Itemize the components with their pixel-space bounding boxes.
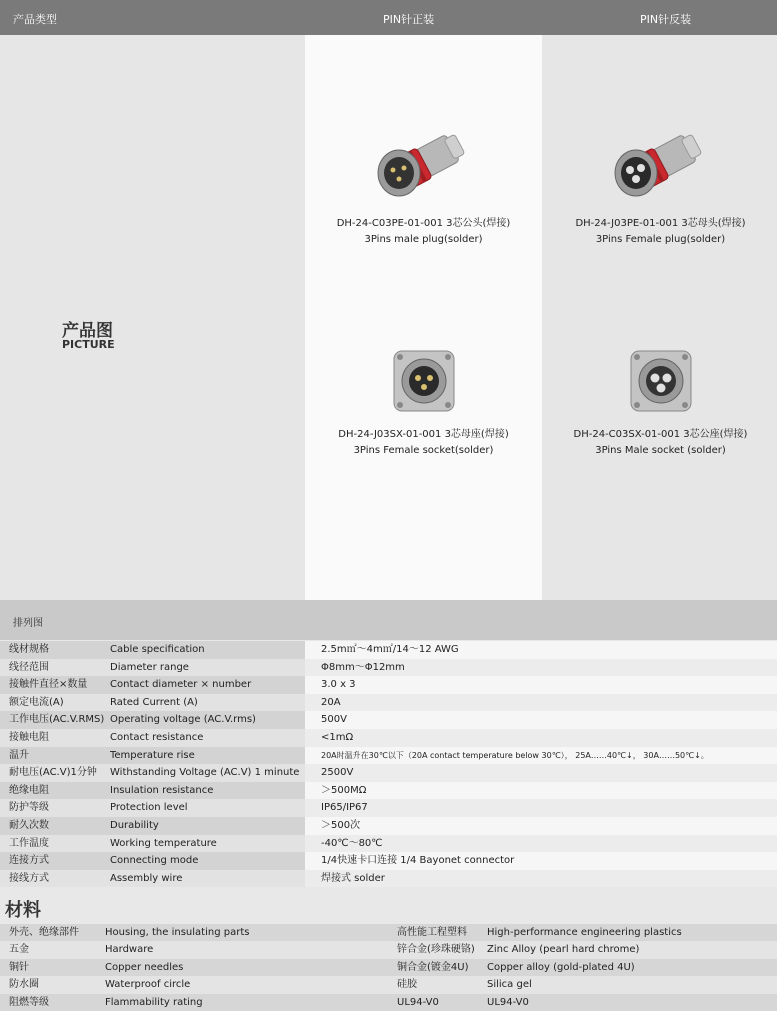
male-plug-image xyxy=(369,118,479,210)
spec-en: Durability xyxy=(105,817,305,835)
spec-cn: 接线方式 xyxy=(0,870,105,888)
material-part-cn: 铜针 xyxy=(9,961,29,973)
material-part-en: Waterproof circle xyxy=(105,979,191,991)
spec-en: Contact diameter × number xyxy=(105,676,305,694)
material-en: Zinc Alloy (pearl hard chrome) xyxy=(487,944,640,956)
spec-en: Working temperature xyxy=(105,835,305,853)
material-part-cn: 阻燃等级 xyxy=(9,996,49,1008)
spec-value: IP65/IP67 xyxy=(305,799,777,817)
product-code: DH-24-J03PE-01-001 3芯母头(焊接) xyxy=(575,218,746,229)
spec-en: Protection level xyxy=(105,799,305,817)
product-desc: 3Pins male plug(solder) xyxy=(364,234,483,245)
table-row xyxy=(0,941,777,958)
spec-value: Φ8mm～Φ12mm xyxy=(305,659,777,677)
spec-cn: 接触件直径×数量 xyxy=(0,676,105,694)
product-desc: 3Pins Female socket(solder) xyxy=(353,445,494,456)
material-part-cn: 五金 xyxy=(9,944,29,956)
arrangement-label: 排列图 xyxy=(13,618,43,629)
spec-en: Temperature rise xyxy=(105,747,305,765)
spec-cn: 接触电阻 xyxy=(0,729,105,747)
spec-cn: 工作温度 xyxy=(0,835,105,853)
material-en: High-performance engineering plastics xyxy=(487,927,682,938)
table-row xyxy=(0,976,777,993)
spec-value: ＞500MΩ xyxy=(305,782,777,800)
table-row xyxy=(0,729,777,747)
table-row xyxy=(0,870,777,888)
spec-cn: 连接方式 xyxy=(0,852,105,870)
table-row xyxy=(0,835,777,853)
spec-cn: 温升 xyxy=(0,747,105,765)
spec-value: 1/4快速卡口连接 1/4 Bayonet connector xyxy=(305,852,777,870)
spec-value: ＞500次 xyxy=(305,817,777,835)
header-pin-reverse: PIN针反装 xyxy=(640,13,692,26)
product-code: DH-24-C03PE-01-001 3芯公头(焊接) xyxy=(336,218,511,229)
material-cn: 铜合金(镀金4U) xyxy=(397,961,469,973)
spec-en: Cable specification xyxy=(105,641,305,659)
product-male-socket xyxy=(542,343,777,459)
material-cn: 高性能工程塑料 xyxy=(397,927,467,938)
spec-en: Contact resistance xyxy=(105,729,305,747)
product-male-plug xyxy=(305,118,542,248)
spec-en: Diameter range xyxy=(105,659,305,677)
product-female-plug xyxy=(542,118,777,248)
product-desc: 3Pins Female plug(solder) xyxy=(595,234,726,245)
material-part-en: Copper needles xyxy=(105,961,184,973)
table-row xyxy=(0,711,777,729)
table-row xyxy=(0,817,777,835)
material-cn: UL94-V0 xyxy=(397,996,439,1008)
spec-cn: 绝缘电阻 xyxy=(0,782,105,800)
header-pin-normal: PIN针正装 xyxy=(383,13,435,26)
materials-table xyxy=(0,924,777,1011)
table-row xyxy=(0,747,777,765)
product-female-socket xyxy=(305,343,542,459)
spec-cn: 工作电压(AC.V.RMS) xyxy=(0,711,105,729)
spec-value: <1mΩ xyxy=(305,729,777,747)
materials-title: 材料 xyxy=(5,900,41,921)
table-row xyxy=(0,994,777,1011)
picture-label-column xyxy=(0,35,305,600)
spec-value: -40℃～80℃ xyxy=(305,835,777,853)
spec-value: 2500V xyxy=(305,764,777,782)
spec-cn: 耐久次数 xyxy=(0,817,105,835)
spec-en: Withstanding Voltage (AC.V) 1 minute xyxy=(105,764,305,782)
materials-header xyxy=(0,891,777,924)
material-cn: 硅胶 xyxy=(397,979,417,991)
material-en: Silica gel xyxy=(487,979,532,991)
table-row xyxy=(0,764,777,782)
spec-cn: 耐电压(AC.V)1分钟 xyxy=(0,764,105,782)
spec-en: Assembly wire xyxy=(105,870,305,888)
spec-value: 3.0 x 3 xyxy=(305,676,777,694)
spec-en: Insulation resistance xyxy=(105,782,305,800)
spec-cn: 额定电流(A) xyxy=(0,694,105,712)
spec-en: Operating voltage (AC.V.rms) xyxy=(105,711,305,729)
table-row xyxy=(0,694,777,712)
picture-subtitle: PICTURE xyxy=(62,338,115,351)
spec-value: 500V xyxy=(305,711,777,729)
material-part-en: Hardware xyxy=(105,944,154,956)
product-desc: 3Pins Male socket (solder) xyxy=(595,445,726,456)
spec-en: Connecting mode xyxy=(105,852,305,870)
table-row xyxy=(0,659,777,677)
table-row xyxy=(0,641,777,659)
table-header xyxy=(0,0,777,35)
material-part-cn: 防水圈 xyxy=(9,979,39,991)
material-part-cn: 外壳、绝缘部件 xyxy=(9,927,79,938)
table-row xyxy=(0,852,777,870)
spec-cn: 线径范围 xyxy=(0,659,105,677)
header-product-type: 产品类型 xyxy=(13,13,57,26)
material-part-en: Housing, the insulating parts xyxy=(105,927,250,938)
female-plug-image xyxy=(606,118,716,210)
table-row xyxy=(0,799,777,817)
spec-value: 2.5m㎡～4m㎡/14～12 AWG xyxy=(305,641,777,659)
male-socket-image xyxy=(621,343,701,421)
material-en: UL94-V0 xyxy=(487,996,529,1008)
spec-en: Rated Current (A) xyxy=(105,694,305,712)
table-row xyxy=(0,959,777,976)
material-en: Copper alloy (gold-plated 4U) xyxy=(487,961,635,973)
product-code: DH-24-J03SX-01-001 3芯母座(焊接) xyxy=(338,429,509,440)
material-cn: 锌合金(珍珠硬铬) xyxy=(397,944,475,956)
spec-table xyxy=(0,641,777,887)
product-code: DH-24-C03SX-01-001 3芯公座(焊接) xyxy=(573,429,748,440)
female-socket-image xyxy=(384,343,464,421)
spec-value: 20A xyxy=(305,694,777,712)
spec-value: 焊接式 solder xyxy=(305,870,777,888)
arrangement-section xyxy=(0,600,777,640)
picture-title: 产品图 xyxy=(62,321,113,341)
spec-cn: 防护等级 xyxy=(0,799,105,817)
table-row xyxy=(0,676,777,694)
spec-cn: 线材规格 xyxy=(0,641,105,659)
material-part-en: Flammability rating xyxy=(105,996,203,1008)
spec-value: 20A时温升在30℃以下（20A contact temperature below 30℃）， 25A……40℃↓， 30A……50℃↓。 xyxy=(305,747,777,765)
table-row xyxy=(0,924,777,941)
table-row xyxy=(0,782,777,800)
